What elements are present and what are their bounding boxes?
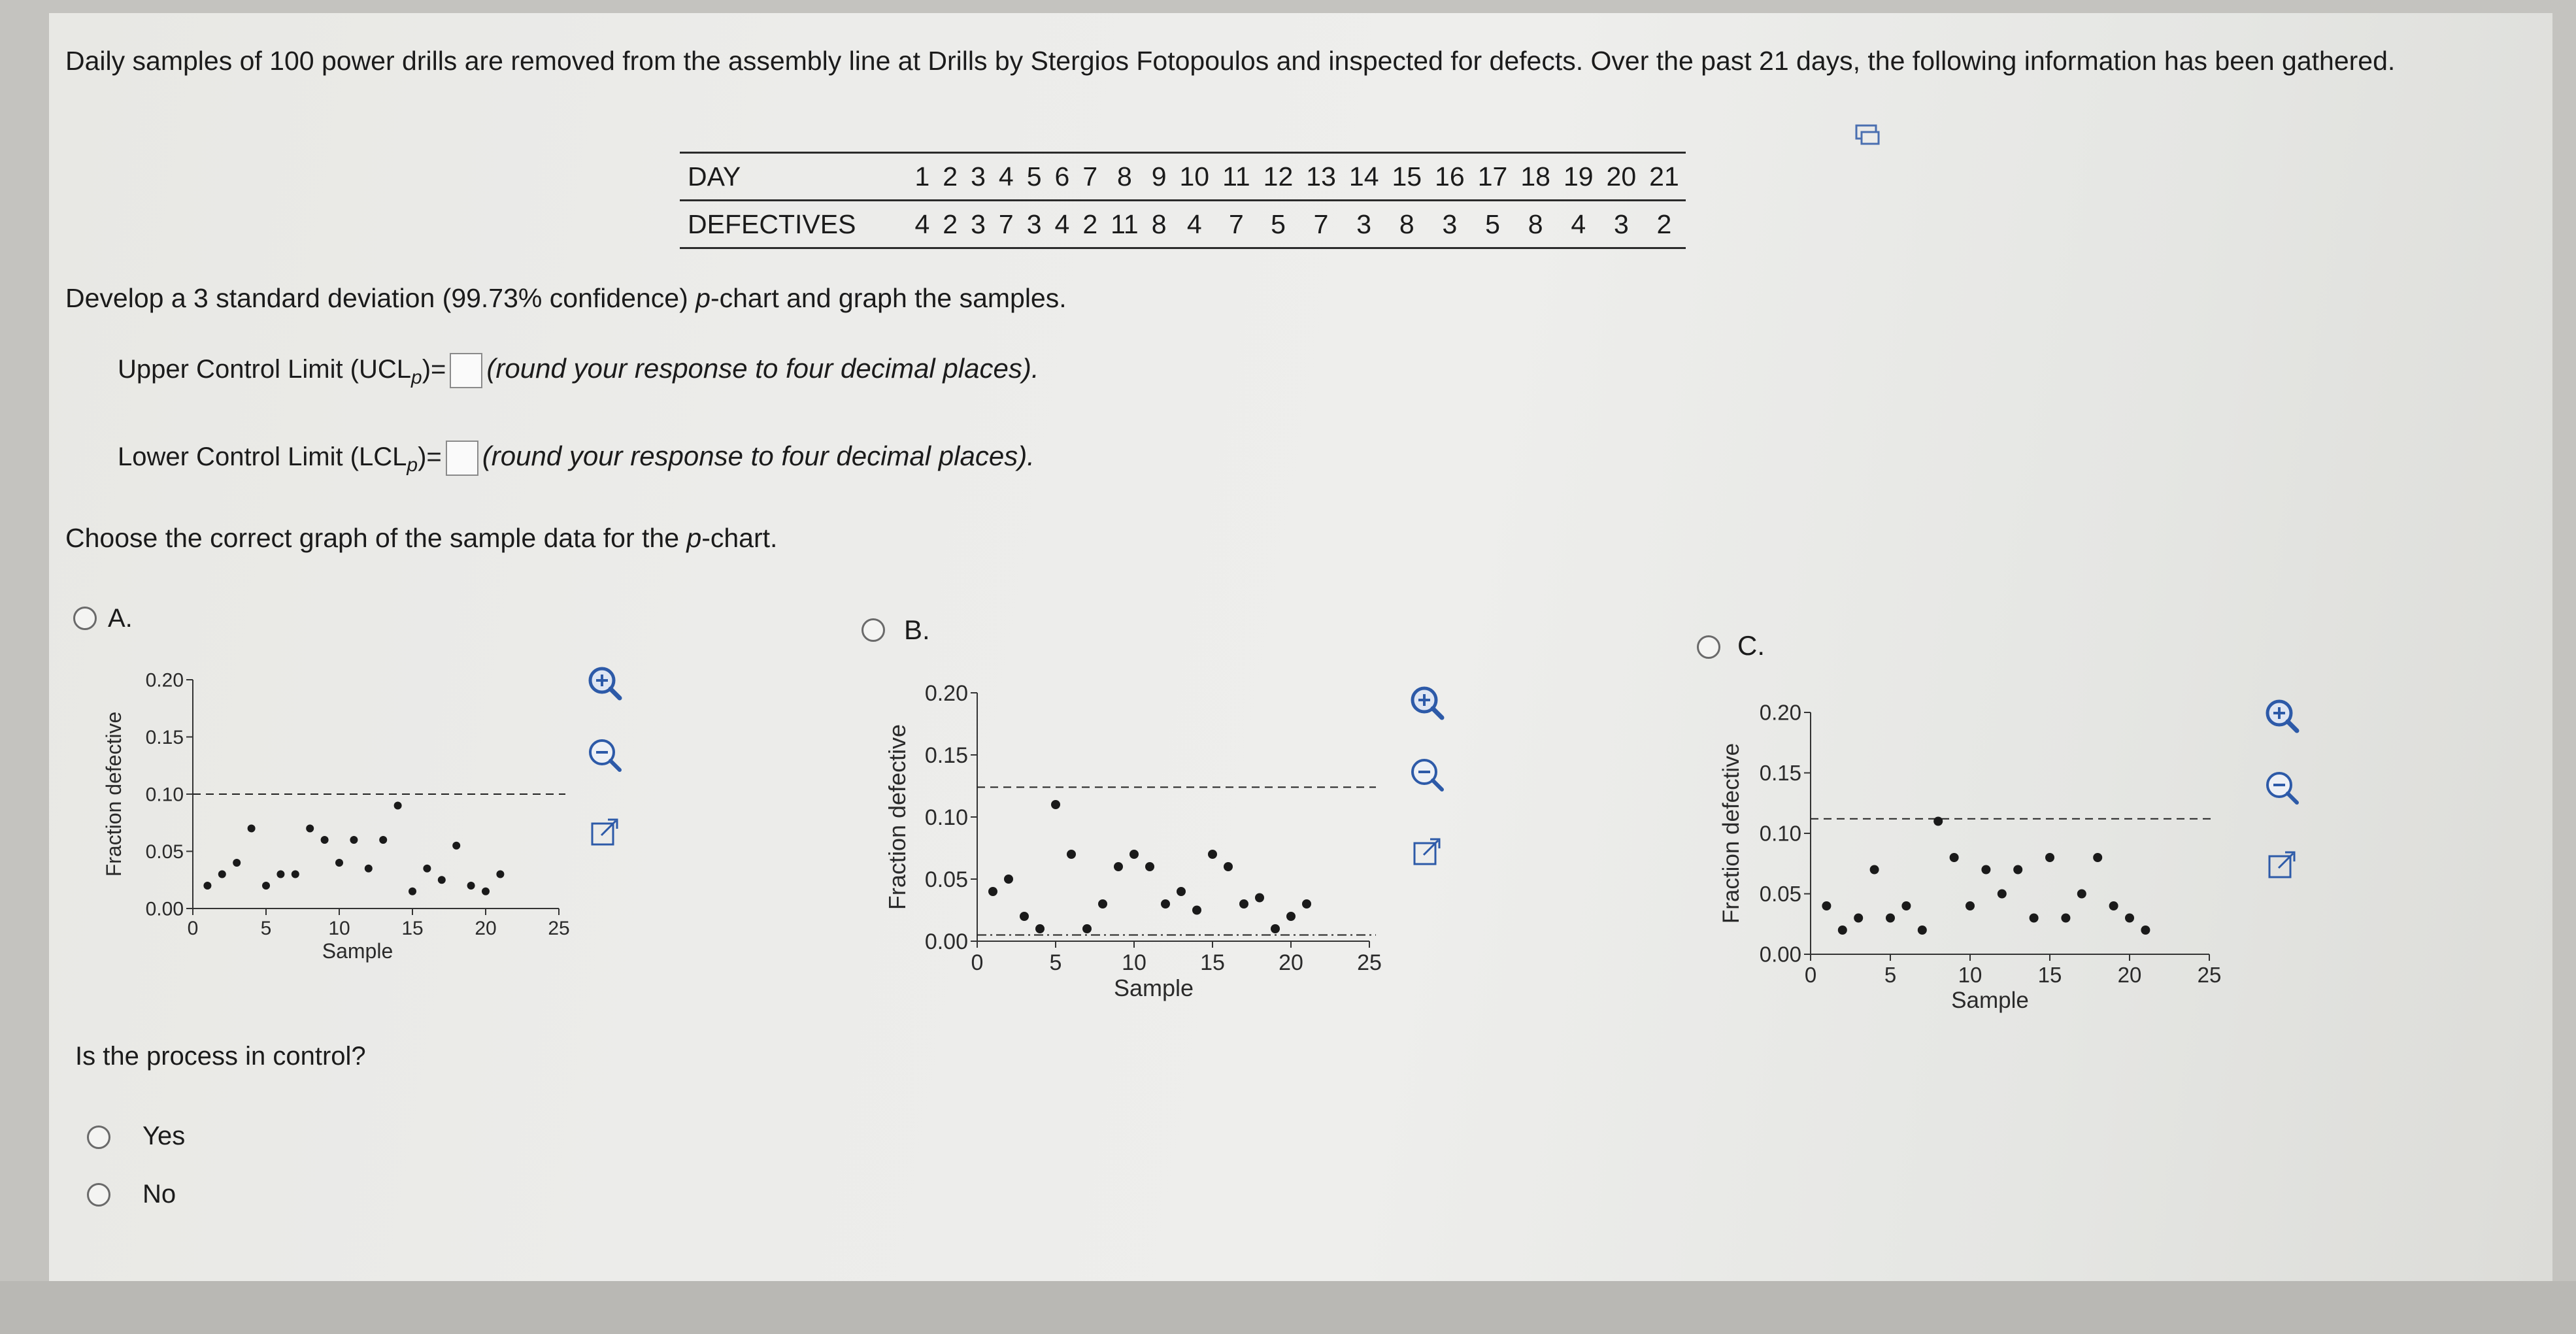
day-cell: 10 [1173, 153, 1216, 201]
data-point [1208, 850, 1217, 859]
day-cell: 21 [1643, 153, 1686, 201]
data-point [988, 887, 997, 896]
data-point [1098, 899, 1107, 909]
x-tick-label: 25 [548, 918, 570, 939]
x-axis-label: Sample [322, 939, 393, 963]
data-point [262, 882, 270, 890]
defectives-cell: 8 [1514, 201, 1557, 248]
ucl-answer-input[interactable] [450, 353, 482, 388]
option-a-radio[interactable] [73, 607, 97, 630]
day-cell: 13 [1299, 153, 1343, 201]
defectives-cell: 3 [964, 201, 992, 248]
y-tick-label: 0.20 [1759, 700, 1801, 725]
x-tick-label: 15 [2037, 963, 2062, 987]
data-point [1854, 914, 1863, 923]
y-axis-label: Fraction defective [1718, 742, 1744, 924]
data-point [1822, 901, 1831, 910]
data-point [1020, 912, 1029, 921]
defectives-cell: 5 [1471, 201, 1514, 248]
zoom-in-icon-a[interactable] [582, 660, 627, 706]
defectives-cell: 3 [1343, 201, 1386, 248]
data-point [276, 871, 284, 878]
y-tick-label: 0.10 [145, 784, 184, 806]
data-point [2030, 914, 2039, 923]
data-table [680, 152, 1686, 249]
x-tick-label: 0 [187, 918, 199, 939]
zoom-out-icon-c[interactable] [2259, 765, 2305, 810]
day-cell: 20 [1600, 153, 1643, 201]
x-tick-label: 10 [1122, 950, 1146, 975]
defectives-cell: 2 [936, 201, 964, 248]
option-b-label: B. [904, 614, 930, 645]
y-tick-label: 0.00 [145, 898, 184, 920]
data-point [1161, 899, 1170, 909]
x-tick-label: 5 [1049, 950, 1062, 975]
data-point [1998, 890, 2007, 899]
defectives-cell: 2 [1076, 201, 1104, 248]
defectives-cell: 3 [1600, 201, 1643, 248]
data-point [2109, 901, 2118, 910]
data-point [1114, 862, 1123, 871]
panel-footer [0, 1281, 2576, 1334]
defectives-cell: 3 [1020, 201, 1048, 248]
data-point [2061, 914, 2070, 923]
day-cell: 4 [992, 153, 1020, 201]
x-axis-label: Sample [1113, 975, 1194, 1001]
chart-option-c [1706, 699, 2242, 1046]
data-point [1950, 853, 1959, 862]
data-point [2125, 914, 2134, 923]
data-point [365, 865, 373, 873]
choose-graph-text: Choose the correct graph of the sample data for the p-chart. [65, 523, 778, 553]
data-point [1177, 887, 1186, 896]
x-tick-label: 20 [2117, 963, 2142, 987]
data-point [1933, 817, 1943, 826]
data-point [1838, 925, 1847, 935]
data-point [423, 865, 431, 873]
scatter-plot [1706, 699, 2242, 1046]
y-tick-label: 0.15 [924, 742, 968, 768]
y-tick-label: 0.10 [924, 805, 968, 830]
y-tick-label: 0.20 [145, 669, 184, 692]
defectives-cell: 4 [908, 201, 936, 248]
defectives-cell: 8 [1145, 201, 1173, 248]
option-a-label: A. [108, 604, 133, 633]
scatter-plot [876, 680, 1399, 1046]
x-tick-label: 15 [401, 918, 424, 939]
data-point [438, 876, 446, 884]
x-tick-label: 0 [1804, 963, 1817, 987]
data-point [335, 859, 343, 867]
day-cell: 6 [1048, 153, 1077, 201]
defectives-cell: 4 [1557, 201, 1600, 248]
data-point [1051, 800, 1060, 809]
x-tick-label: 25 [2197, 963, 2222, 987]
defectives-cell: 7 [1299, 201, 1343, 248]
data-point [218, 871, 226, 878]
x-tick-label: 10 [328, 918, 350, 939]
y-tick-label: 0.20 [924, 680, 968, 706]
open-in-new-window-icon-c[interactable] [2259, 843, 2305, 889]
copy-table-icon[interactable] [1855, 124, 1881, 146]
answer-yes-radio[interactable] [87, 1126, 110, 1149]
data-point [1255, 893, 1264, 903]
data-point [350, 836, 358, 844]
data-point [1901, 901, 1911, 910]
lcl-row: Lower Control Limit $(LCL_p)=$ (round your response to four decimal places). [118, 441, 1035, 476]
data-point [1918, 925, 1927, 935]
data-point [496, 871, 504, 878]
answer-no-radio[interactable] [87, 1183, 110, 1207]
x-tick-label: 5 [1884, 963, 1897, 987]
data-point [379, 836, 387, 844]
data-point [1870, 865, 1879, 875]
chart-option-b [876, 680, 1399, 1046]
data-point [1004, 875, 1013, 884]
option-c-radio[interactable] [1697, 635, 1720, 659]
defectives-cell: 7 [1216, 201, 1257, 248]
data-point [1302, 899, 1311, 909]
day-cell: 12 [1257, 153, 1300, 201]
data-point [1965, 901, 1975, 910]
data-point [409, 888, 416, 895]
data-point [1286, 912, 1296, 921]
data-point [1129, 850, 1139, 859]
day-cell: 5 [1020, 153, 1048, 201]
defectives-cell: 7 [992, 201, 1020, 248]
y-tick-label: 0.00 [1759, 942, 1801, 967]
data-point [2093, 853, 2102, 862]
y-tick-label: 0.15 [1759, 761, 1801, 786]
data-point [1145, 862, 1154, 871]
day-cell: 1 [908, 153, 936, 201]
y-tick-label: 0.05 [924, 867, 968, 892]
y-tick-label: 0.05 [1759, 882, 1801, 907]
x-tick-label: 25 [1357, 950, 1382, 975]
x-tick-label: 20 [475, 918, 497, 939]
day-cell: 2 [936, 153, 964, 201]
defectives-cell: 3 [1428, 201, 1471, 248]
data-point [1271, 924, 1280, 933]
day-cell: 3 [964, 153, 992, 201]
defectives-cell: 4 [1048, 201, 1077, 248]
day-cell: 7 [1076, 153, 1104, 201]
day-cell: 11 [1216, 153, 1257, 201]
data-point [1082, 924, 1092, 933]
day-cell: 14 [1343, 153, 1386, 201]
zoom-in-icon-b[interactable] [1404, 680, 1450, 725]
row-label-defectives: DEFECTIVES [680, 201, 908, 248]
lcl-answer-input[interactable] [446, 441, 478, 476]
data-point [2077, 890, 2086, 899]
data-point [1886, 914, 1895, 923]
data-point [1035, 924, 1045, 933]
answer-yes-label: Yes [142, 1122, 186, 1150]
instruction-text: Develop a 3 standard deviation (99.73% confidence) p-chart and graph the samples. [65, 283, 1067, 313]
data-point [233, 859, 241, 867]
day-row [680, 153, 1686, 201]
day-cell: 9 [1145, 153, 1173, 201]
y-tick-label: 0.00 [924, 929, 968, 954]
data-point [1239, 899, 1248, 909]
y-tick-label: 0.10 [1759, 821, 1801, 846]
day-cell: 16 [1428, 153, 1471, 201]
data-point [2141, 925, 2150, 935]
y-tick-label: 0.05 [145, 841, 184, 863]
day-cell: 17 [1471, 153, 1514, 201]
data-point [1192, 906, 1201, 915]
zoom-out-icon-a[interactable] [582, 732, 627, 778]
y-axis-label: Fraction defective [102, 711, 125, 877]
data-point [2045, 853, 2054, 862]
data-point [467, 882, 475, 890]
ucl-row: Upper Control Limit $(UCL_p)=$ (round your response to four decimal places). [118, 353, 1039, 388]
open-in-new-window-icon-a[interactable] [582, 810, 627, 856]
zoom-in-icon-c[interactable] [2259, 693, 2305, 739]
x-tick-label: 20 [1279, 950, 1303, 975]
defectives-cell: 4 [1173, 201, 1216, 248]
defectives-cell: 2 [1643, 201, 1686, 248]
x-tick-label: 5 [260, 918, 272, 939]
scatter-plot [92, 660, 575, 1000]
day-cell: 8 [1104, 153, 1145, 201]
data-point [394, 802, 402, 810]
problem-statement: Daily samples of 100 power drills are removed from the assembly line at Drills by Stergios Fotopoulos and inspected for defects. Over the past 21 days, the following information has been gathered. [65, 46, 2396, 76]
zoom-out-icon-b[interactable] [1404, 752, 1450, 797]
x-tick-label: 0 [971, 950, 984, 975]
option-c-label: C. [1737, 630, 1765, 661]
x-axis-label: Sample [1951, 988, 2029, 1013]
data-point [1067, 850, 1076, 859]
data-point [292, 871, 299, 878]
chart-option-a [92, 660, 575, 1000]
process-control-question: Is the process in control? [75, 1042, 366, 1071]
defectives-cell: 5 [1257, 201, 1300, 248]
data-point [482, 888, 490, 895]
data-point [1981, 865, 1990, 875]
day-cell: 15 [1386, 153, 1429, 201]
day-cell: 18 [1514, 153, 1557, 201]
defectives-cell: 8 [1386, 201, 1429, 248]
defectives-row [680, 201, 1686, 248]
option-b-radio[interactable] [861, 618, 885, 642]
data-point [2013, 865, 2022, 875]
day-cell: 19 [1557, 153, 1600, 201]
data-point [306, 825, 314, 833]
y-tick-label: 0.15 [145, 727, 184, 748]
x-tick-label: 15 [1200, 950, 1225, 975]
data-point [321, 836, 329, 844]
defectives-cell: 11 [1104, 201, 1145, 248]
x-tick-label: 10 [1958, 963, 1982, 987]
row-label-day: DAY [680, 153, 908, 201]
data-point [452, 842, 460, 850]
answer-no-label: No [142, 1180, 176, 1209]
data-point [1224, 862, 1233, 871]
y-axis-label: Fraction defective [884, 724, 911, 910]
open-in-new-window-icon-b[interactable] [1404, 830, 1450, 876]
data-point [248, 825, 256, 833]
data-point [203, 882, 211, 890]
